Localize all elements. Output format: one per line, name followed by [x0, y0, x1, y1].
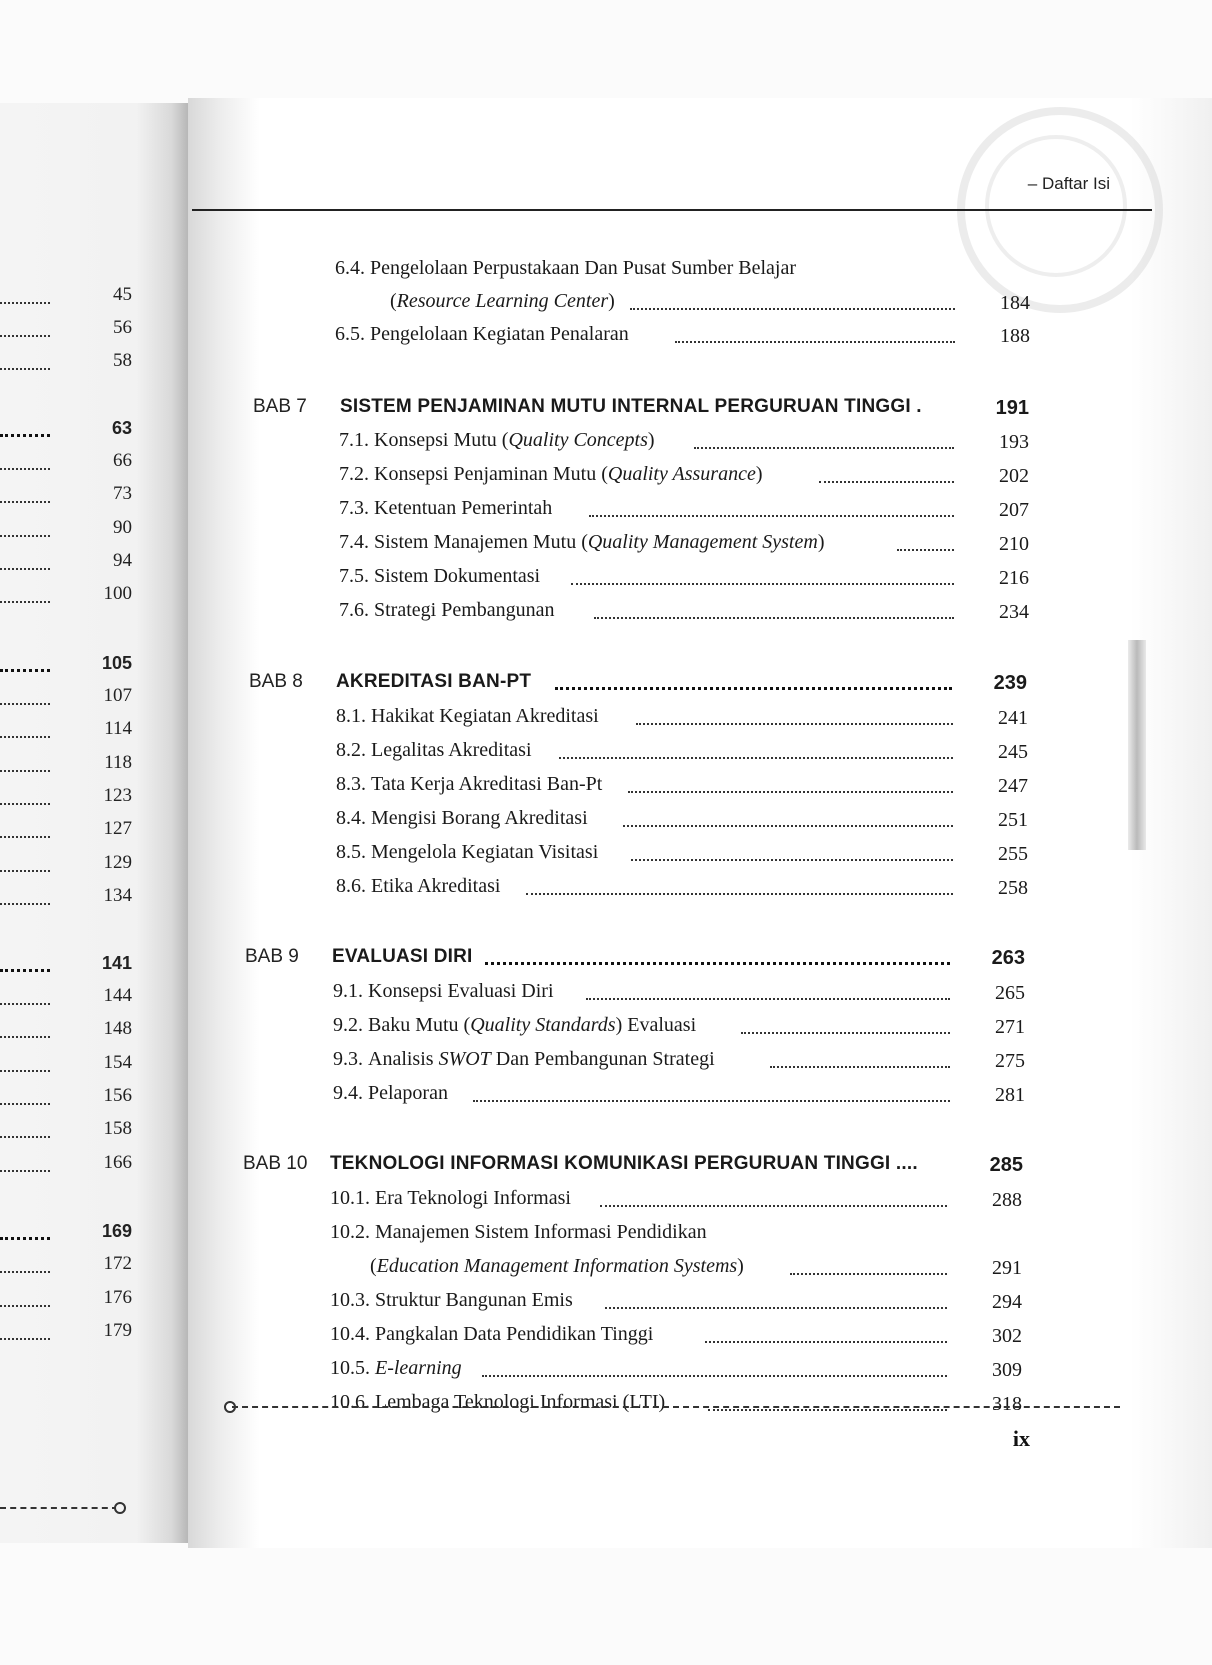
left-page-entry — [0, 446, 132, 476]
toc-entry-title: Pengelolaan Kegiatan Penalaran — [370, 323, 629, 345]
dot-leader — [790, 1273, 947, 1275]
dot-leader — [0, 1305, 50, 1307]
left-page-number: 176 — [103, 1287, 132, 1308]
left-page-entry — [0, 346, 132, 376]
toc-entry: 7.1. Konsepsi Mutu (Quality Concepts) 193 — [339, 429, 1029, 453]
header-rule — [192, 209, 1152, 211]
toc-entry-title: Mengisi Borang Akreditasi — [371, 807, 588, 829]
left-page-number: 134 — [103, 885, 132, 906]
toc-entry-title: Education Management Information Systems — [376, 1255, 738, 1277]
dot-leader — [482, 1375, 947, 1377]
toc-entry-title: Mengelola Kegiatan Visitasi — [371, 841, 599, 863]
left-page-number: 129 — [103, 852, 132, 873]
chapter-title: SISTEM PENJAMINAN MUTU INTERNAL PERGURUAN TINGGI . — [340, 396, 922, 417]
left-page — [0, 103, 195, 1543]
dot-leader — [485, 962, 950, 965]
toc-entry-page: 251 — [998, 809, 1028, 831]
toc-entry — [339, 560, 1029, 592]
left-page-number: 73 — [113, 483, 132, 504]
toc-entry-title-italic: Quality Management System — [587, 531, 818, 553]
toc-chapter-page: 285 — [989, 1154, 1023, 1176]
left-page-number: 156 — [103, 1085, 132, 1106]
toc-entry-number: 8.6. — [336, 875, 366, 897]
dot-leader — [631, 859, 953, 861]
toc-entry-page: 302 — [992, 1325, 1022, 1347]
left-page-number: 90 — [113, 517, 132, 538]
left-page-number: 105 — [101, 653, 132, 673]
toc-entry — [335, 252, 1035, 284]
toc-entry-page: 184 — [1000, 292, 1030, 314]
toc-entry-title: Lembaga Teknologi Informasi (LTI) — [375, 1391, 666, 1413]
left-page-number: 179 — [103, 1320, 132, 1341]
toc-entry-number: 7.2. — [339, 463, 369, 485]
dot-leader — [636, 723, 953, 725]
left-page-number: 123 — [103, 785, 132, 806]
toc-entry — [330, 1352, 1022, 1384]
toc-entry-title: Etika Akreditasi — [371, 875, 501, 897]
toc-chapter — [245, 940, 1025, 972]
dot-leader — [571, 583, 954, 585]
left-page-entry — [0, 313, 132, 343]
toc-entry-title: Tata Kerja Akreditasi Ban-Pt — [371, 773, 603, 795]
dot-leader — [628, 791, 953, 793]
dot-leader — [473, 1100, 950, 1102]
dot-leader — [0, 1136, 50, 1138]
left-page-number: 66 — [113, 450, 132, 471]
dot-leader — [0, 1170, 50, 1172]
left-page-number: 56 — [113, 317, 132, 338]
toc-entry-page: 288 — [992, 1189, 1022, 1211]
toc-entry — [336, 700, 1028, 732]
toc-chapter — [249, 665, 1027, 697]
dot-leader — [0, 703, 50, 705]
dot-leader — [600, 1205, 947, 1207]
dot-leader — [0, 568, 50, 570]
toc-entry-title: Strategi Pembangunan — [374, 599, 555, 621]
left-page-number: 172 — [103, 1253, 132, 1274]
toc-entry — [336, 768, 1028, 800]
toc-entry-title-italic: E-learning — [375, 1357, 462, 1379]
left-page-number: 114 — [104, 718, 132, 739]
toc-entry — [333, 975, 1025, 1007]
toc-entry-number: 8.5. — [336, 841, 366, 863]
left-footer-circle — [114, 1502, 126, 1514]
left-page-number: 45 — [113, 284, 132, 305]
toc-entry-title: Manajemen Sistem Informasi Pendidikan — [375, 1221, 707, 1243]
toc-entry-page: 210 — [999, 533, 1029, 555]
toc-entry-number: 10.5. — [330, 1357, 370, 1379]
toc-entry-number: 6.5. — [335, 323, 365, 345]
dot-leader — [694, 447, 954, 449]
left-page-number: 63 — [111, 418, 132, 438]
chapter-code: BAB 8 — [249, 671, 303, 692]
left-page-number: 58 — [113, 350, 132, 371]
chapter-code: BAB 10 — [243, 1153, 308, 1174]
toc-entry-number: 6.4. — [335, 257, 365, 279]
left-page-entry — [0, 748, 132, 778]
toc-entry-title-italic: SWOT — [438, 1048, 491, 1070]
toc-chapter — [243, 1147, 1023, 1179]
dot-leader — [705, 1341, 947, 1343]
toc-entry — [336, 870, 1028, 902]
toc-entry — [339, 492, 1029, 524]
toc-entry: (Education Management Information Systems) 291 — [370, 1255, 1022, 1279]
left-page-entry — [0, 280, 132, 310]
toc-chapter-page: 191 — [995, 397, 1029, 419]
dot-leader — [741, 1032, 950, 1034]
toc-entry-page: 241 — [998, 707, 1028, 729]
dot-leader — [0, 803, 50, 805]
toc-entry-title: Legalitas Akreditasi — [371, 739, 532, 761]
left-page-number: 158 — [103, 1118, 132, 1139]
dot-leader — [0, 903, 50, 905]
toc-entry: 9.2. Baku Mutu (Quality Standards) Evaluasi 271 — [333, 1014, 1025, 1038]
toc-entry — [336, 802, 1028, 834]
toc-entry: 7.4. Sistem Manajemen Mutu (Quality Management System) 210 — [339, 531, 1029, 555]
toc-entry-title: Era Teknologi Informasi — [375, 1187, 571, 1209]
toc-entry: 9.3. Analisis SWOT Dan Pembangunan Strategi 275 — [333, 1048, 1025, 1072]
toc-entry-title-italic: Quality Assurance — [607, 463, 756, 485]
toc-entry: 7.2. Konsepsi Penjaminan Mutu (Quality Assurance) 202 — [339, 463, 1029, 487]
dot-leader — [0, 870, 50, 872]
chapter-title: EVALUASI DIRI — [332, 946, 473, 967]
toc-entry-page: 188 — [1000, 325, 1030, 347]
toc-entry-page: 291 — [992, 1257, 1022, 1279]
dot-leader — [897, 549, 954, 551]
toc-entry-number: 9.2. — [333, 1014, 363, 1036]
dot-leader — [0, 736, 50, 738]
toc-chapter-page: 263 — [991, 947, 1025, 969]
left-page-entry — [0, 1216, 132, 1246]
toc-entry-page: 245 — [998, 741, 1028, 763]
dot-leader — [0, 501, 50, 503]
dot-leader — [605, 1307, 947, 1309]
dot-leader — [819, 481, 954, 483]
toc-entry-number: 8.2. — [336, 739, 366, 761]
left-page-entry — [0, 848, 132, 878]
toc-entry-title: Ketentuan Pemerintah — [374, 497, 553, 519]
left-page-number: 166 — [103, 1152, 132, 1173]
toc-entry-number: 10.3. — [330, 1289, 370, 1311]
toc-entry-title: Resource Learning Center — [396, 290, 609, 312]
toc-entry-title: Pangkalan Data Pendidikan Tinggi — [375, 1323, 654, 1345]
left-page-entry — [0, 1114, 132, 1144]
toc-entry-number: 8.4. — [336, 807, 366, 829]
toc-entry-number: 8.3. — [336, 773, 366, 795]
toc-entry-title: Hakikat Kegiatan Akreditasi — [371, 705, 599, 727]
toc-entry-number: 7.1. — [339, 429, 369, 451]
toc-chapter-page: 239 — [993, 672, 1027, 694]
toc-entry — [336, 836, 1028, 868]
toc-entry-number: 10.4. — [330, 1323, 370, 1345]
dot-leader — [623, 825, 953, 827]
toc-entry-title-italic: Quality Concepts — [508, 429, 648, 451]
toc-entry-page: 193 — [999, 431, 1029, 453]
left-page-number: 94 — [113, 550, 132, 571]
toc-entry — [333, 1077, 1025, 1109]
toc-entry-title-italic: Quality Standards — [470, 1014, 616, 1036]
toc-entry-page: 275 — [995, 1050, 1025, 1072]
left-page-entry — [0, 1048, 132, 1078]
left-page-entry — [0, 513, 132, 543]
left-page-number: 127 — [103, 818, 132, 839]
left-page-number: 154 — [103, 1052, 132, 1073]
toc-entry-number: 10.2. — [330, 1221, 370, 1243]
dot-leader — [559, 757, 953, 759]
left-page-entry — [0, 814, 132, 844]
dot-leader — [0, 1103, 50, 1105]
toc-entry-number: 9.1. — [333, 980, 363, 1002]
dot-leader — [0, 335, 50, 337]
left-page-entry — [0, 1316, 132, 1346]
left-page-entry — [0, 681, 132, 711]
dot-leader — [0, 434, 50, 437]
dot-leader — [586, 998, 950, 1000]
page-edge-shadow — [1128, 640, 1146, 850]
toc-entry-title: Konsepsi Evaluasi Diri — [368, 980, 554, 1002]
toc-entry-number: 9.3. — [333, 1048, 363, 1070]
toc-entry-page: 255 — [998, 843, 1028, 865]
dot-leader — [0, 1237, 50, 1240]
left-page-entry — [0, 981, 132, 1011]
left-page-entry — [0, 1014, 132, 1044]
toc-entry-number: 7.4. — [339, 531, 369, 553]
left-page-entry — [0, 479, 132, 509]
toc-entry-page: 281 — [995, 1084, 1025, 1106]
dot-leader — [0, 836, 50, 838]
dot-leader — [0, 1003, 50, 1005]
toc-entry: (Resource Learning Center) 184 — [390, 290, 1030, 314]
toc-entry-page: 318 — [992, 1393, 1022, 1415]
left-page-number: 100 — [103, 583, 132, 604]
toc-entry — [330, 1318, 1022, 1350]
left-page-number: 148 — [103, 1018, 132, 1039]
left-page-entry — [0, 579, 132, 609]
toc-entry-number: 7.6. — [339, 599, 369, 621]
toc-entry — [330, 1182, 1022, 1214]
dot-leader — [0, 601, 50, 603]
dot-leader — [675, 341, 955, 343]
left-page-number: 169 — [101, 1221, 132, 1241]
toc-entry-number: 10.1. — [330, 1187, 370, 1209]
dot-leader — [594, 617, 954, 619]
toc-entry — [335, 318, 1030, 350]
dot-leader — [0, 1338, 50, 1340]
toc-entry — [339, 594, 1029, 626]
toc-entry-page: 309 — [992, 1359, 1022, 1381]
dot-leader — [0, 302, 50, 304]
toc-entry-number: 8.1. — [336, 705, 366, 727]
toc-entry-page: 234 — [999, 601, 1029, 623]
dot-leader — [589, 515, 954, 517]
left-page-entry — [0, 413, 132, 443]
left-footer-rule — [0, 1507, 118, 1509]
dot-leader — [0, 1036, 50, 1038]
left-page-entry — [0, 648, 132, 678]
toc-entry-title: Sistem Dokumentasi — [374, 565, 541, 587]
dot-leader — [0, 969, 50, 972]
dot-leader — [526, 893, 953, 895]
dot-leader — [708, 1409, 947, 1411]
toc-entry-page: 207 — [999, 499, 1029, 521]
dot-leader — [770, 1066, 950, 1068]
dot-leader — [0, 468, 50, 470]
toc-entry-number: 7.5. — [339, 565, 369, 587]
dot-leader — [630, 308, 955, 310]
dot-leader — [0, 770, 50, 772]
toc-entry-page: 247 — [998, 775, 1028, 797]
left-page-entry — [0, 1283, 132, 1313]
toc-entry-number: 10.6. — [330, 1391, 370, 1413]
toc-entry-page: 202 — [999, 465, 1029, 487]
toc-entry-page: 258 — [998, 877, 1028, 899]
left-page-entry — [0, 881, 132, 911]
dot-leader — [0, 669, 50, 672]
footer-rule — [232, 1406, 1120, 1408]
left-page-entry — [0, 781, 132, 811]
toc-entry — [336, 734, 1028, 766]
dot-leader — [555, 687, 952, 690]
left-page-entry — [0, 714, 132, 744]
left-page-number: 118 — [104, 752, 132, 773]
left-page-entry — [0, 1148, 132, 1178]
toc-entry-number: 7.3. — [339, 497, 369, 519]
toc-entry-title: Pelaporan — [368, 1082, 448, 1104]
dot-leader — [0, 535, 50, 537]
left-page-entry — [0, 1249, 132, 1279]
dot-leader — [0, 1070, 50, 1072]
running-header: – Daftar Isi — [1027, 174, 1110, 193]
left-page-entry — [0, 546, 132, 576]
left-page-entry — [0, 948, 132, 978]
toc-entry-page: 265 — [995, 982, 1025, 1004]
chapter-code: BAB 7 — [253, 396, 307, 417]
left-page-entry — [0, 1081, 132, 1111]
toc-entry — [330, 1216, 1022, 1248]
toc-entry-title: Pengelolaan Perpustakaan Dan Pusat Sumber Belajar — [370, 257, 796, 279]
dot-leader — [0, 368, 50, 370]
toc-entry-page: 216 — [999, 567, 1029, 589]
toc-entry — [330, 1284, 1022, 1316]
left-page-number: 107 — [103, 685, 132, 706]
dot-leader — [0, 1271, 50, 1273]
left-page-number: 144 — [103, 985, 132, 1006]
toc-entry-title: Struktur Bangunan Emis — [375, 1289, 573, 1311]
chapter-title: AKREDITASI BAN-PT — [336, 671, 532, 692]
toc-entry-page: 294 — [992, 1291, 1022, 1313]
toc-entry — [330, 1386, 1022, 1418]
page-number: ix — [1012, 1426, 1030, 1451]
toc-chapter — [253, 390, 1029, 422]
toc-entry-page: 271 — [995, 1016, 1025, 1038]
toc-entry-number: 9.4. — [333, 1082, 363, 1104]
chapter-title: TEKNOLOGI INFORMASI KOMUNIKASI PERGURUAN TINGGI .... — [330, 1153, 918, 1174]
chapter-code: BAB 9 — [245, 946, 299, 967]
left-page-number: 141 — [101, 953, 132, 973]
